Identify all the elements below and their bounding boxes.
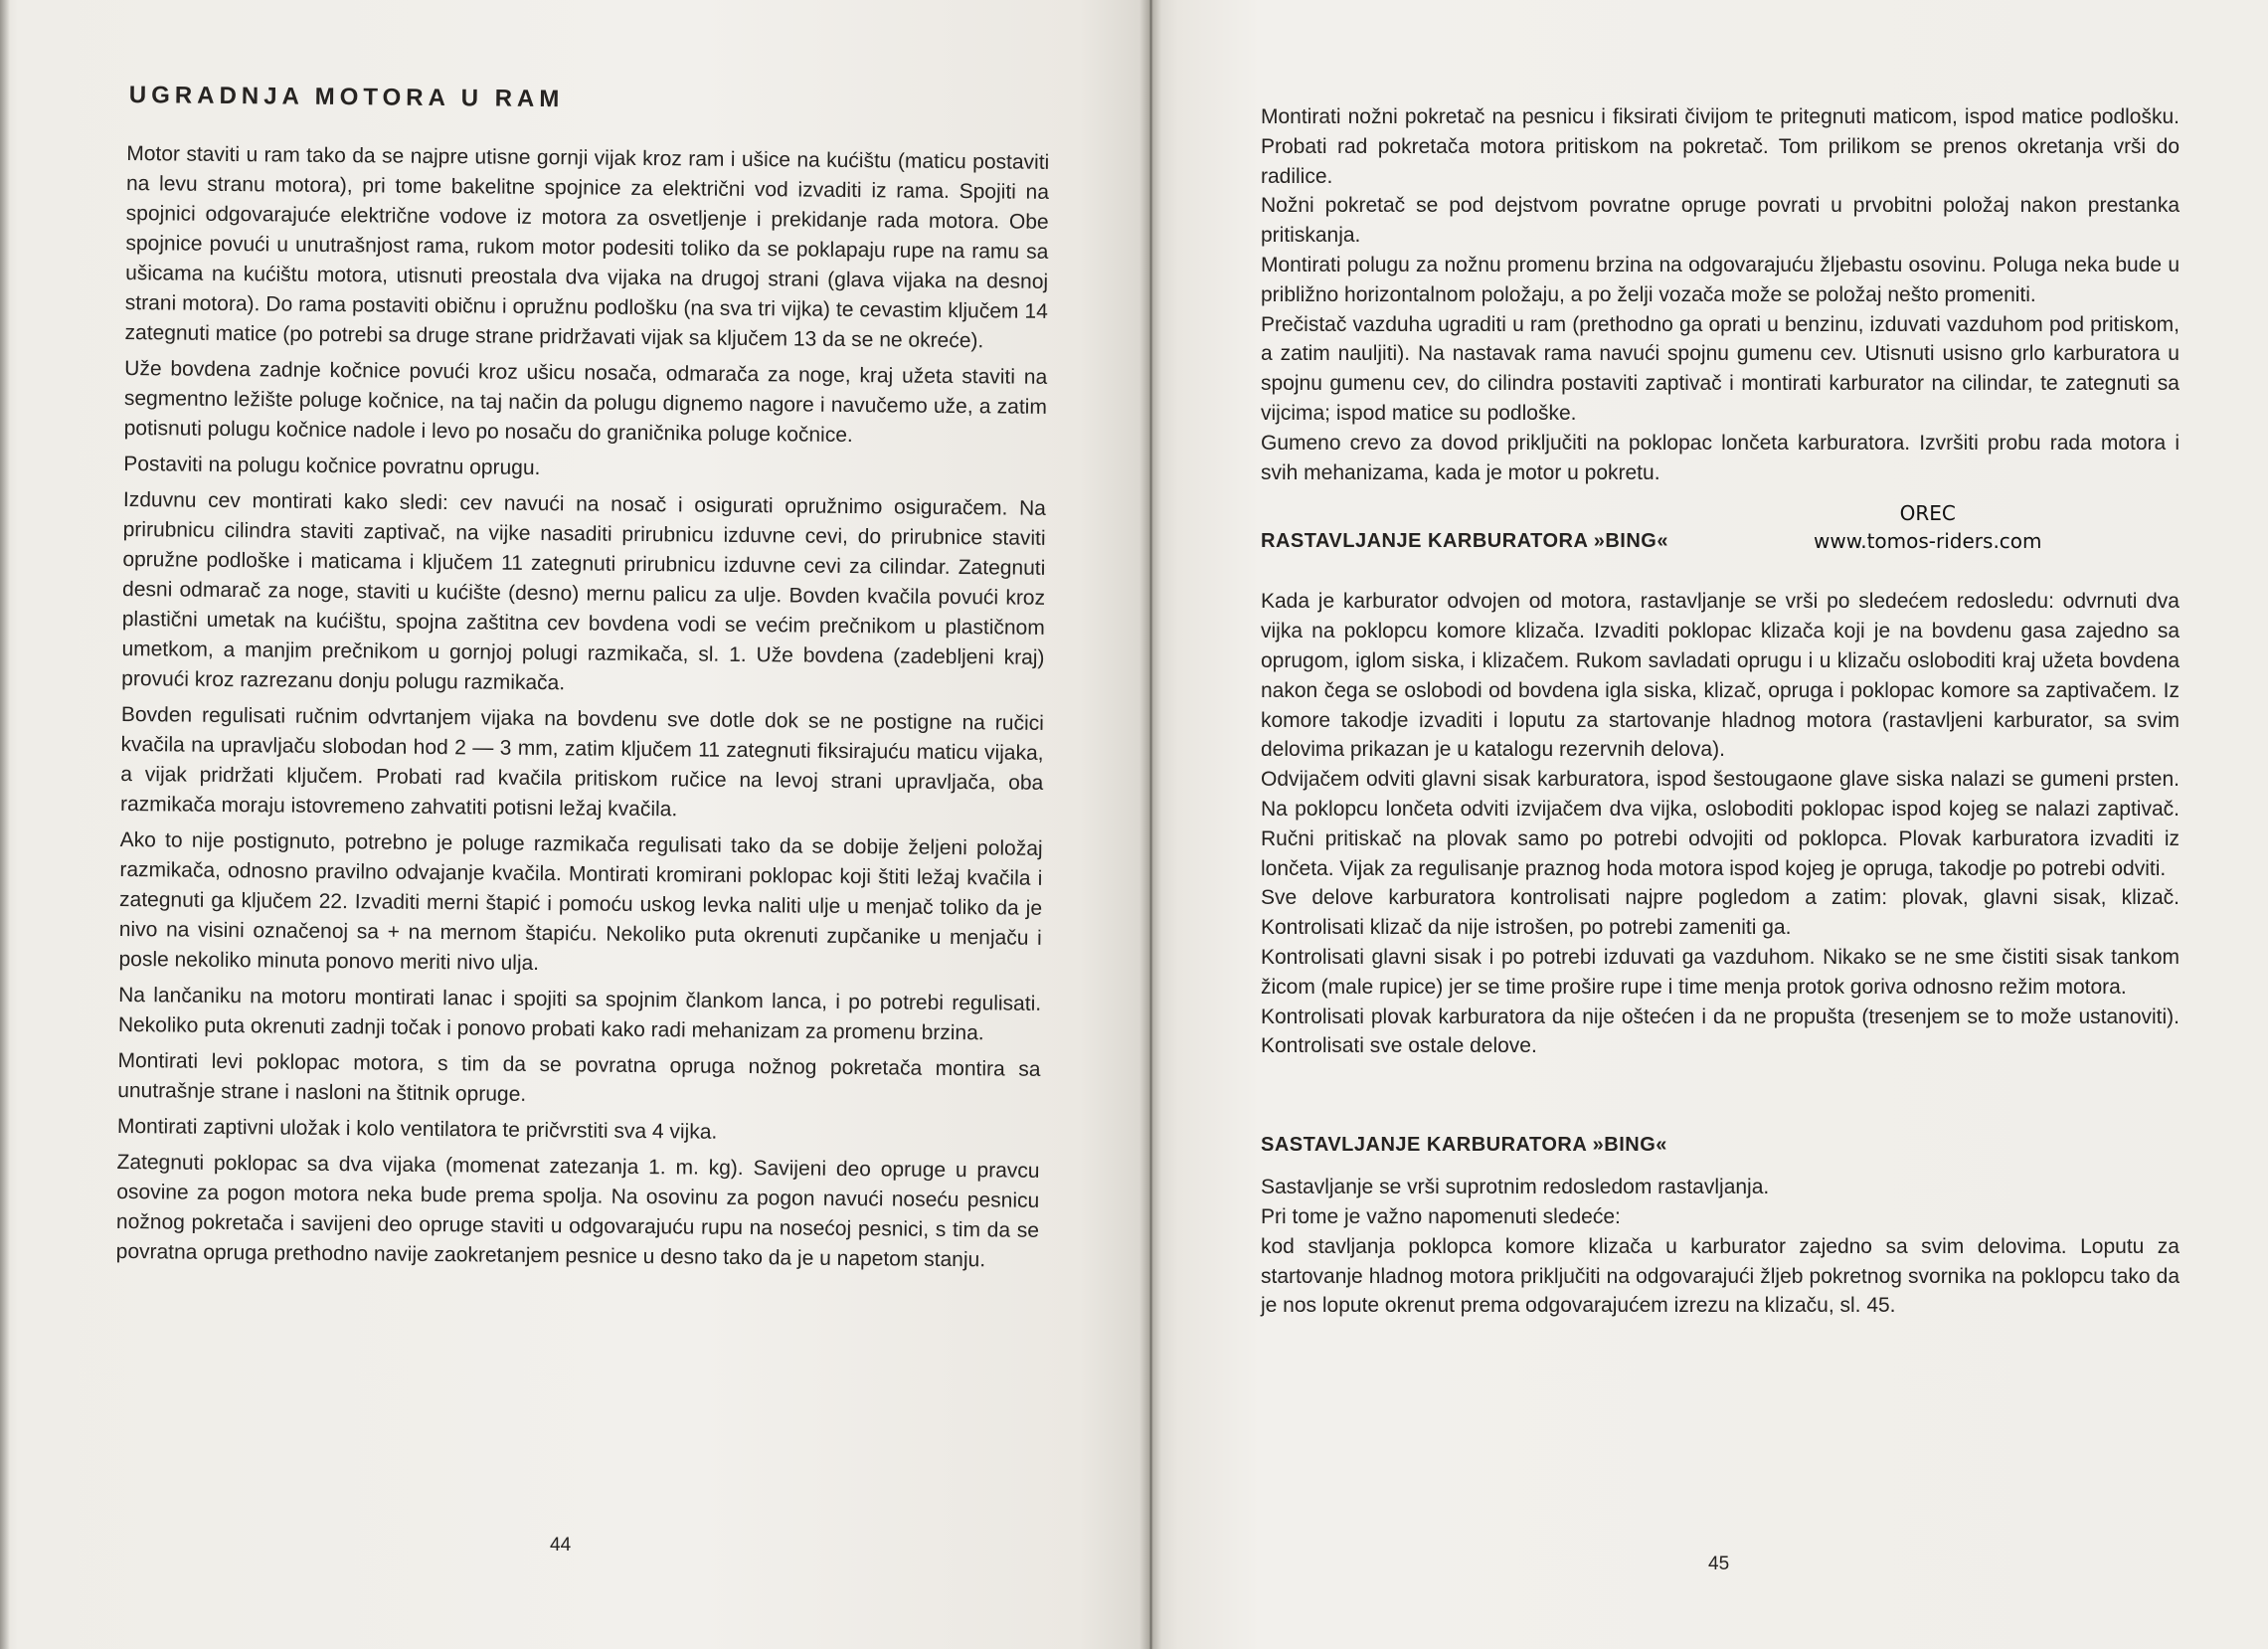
paragraph: Motor staviti u ram tako da se najpre utisne gornji vijak kroz ram i ušice na kućištu (maticu postaviti na levu stranu motora), pri tome bakelitne spojnice za električni vod izvaditi iz rama. Spojiti na spojnici odgovarajuće električne vodove iz motora za osvetljenje i prekidanje rada motora. Obe spojnice povući u unutrašnjost rama, rukom motor podesiti toliko da se poklapaju rupe na ramu sa ušicama na kućištu motora, utisnuti preostala dva vijaka na drugoj strani (glava vijaka na desnoj strani motora). Do rama postaviti običnu i opružnu podlošku (na sva tri vijka) te cevastim ključem 14 zategnuti matice (po potrebi sa druge strane pridržavati vijak sa ključem 13 da se ne okreće). xyxy=(124,141,1050,353)
paragraph: Montirati polugu za nožnu promenu brzina na odgovarajuću žljebastu osovinu. Poluga neka bude u približno horizontalnom položaju, a po želji vozača može se položaj nešto promeniti. xyxy=(1261,253,2180,306)
paragraph: Pri tome je važno napomenuti sledeće: xyxy=(1261,1204,1621,1228)
section-heading-disassembly: RASTAVLJANJE KARBURATORA »BING« xyxy=(1261,530,1668,553)
book-gutter xyxy=(1139,0,1161,1649)
watermark xyxy=(1814,499,2042,555)
watermark-author: OREC xyxy=(1899,501,1956,526)
paragraph: Gumeno crevo za dovod priključiti na poklopac lončeta karburatora. Izvršiti probu rada motora i svih mehanizama, kada je motor u pokretu. xyxy=(1261,431,2180,484)
left-page-content xyxy=(116,82,1050,1282)
paragraph: Na lančaniku na motoru montirati lanac i spojiti sa spojnim člankom lanca, i po potrebi regulisati. Nekoliko puta okrenuti zadnji točak i ponovo probati kako radi mehanizam za promenu brzina. xyxy=(117,983,1042,1045)
paragraph: Postaviti na polugu kočnice povratnu oprugu. xyxy=(123,452,541,480)
paragraph: Montirati nožni pokretač na pesnicu i fiksirati čivijom te pritegnuti maticom, ispod matice podlošku. Probati rad pokretača motora pritiskom na pokretač. Tom prilikom se prenos okretanja vrši do radilice. xyxy=(1261,105,2180,188)
paragraph: Odvijačem odviti glavni sisak karburatora, ispod šestougaone glave siska nalazi se gumeni prsten. Na poklopcu lončeta odviti izvijačem dva vijka, osloboditi poklopac ispod kojeg se nalazi zaptivač. Ručni pritiskač na plovak samo po potrebi odvojiti od poklopca. Plovak karburatora izvaditi iz lončeta. Vijak za regulisanje praznog hoda motora ispod kojeg je opruga, takodje po potrebi odviti. xyxy=(1261,768,2180,880)
section-heading-engine-install: UGRADNJA MOTORA U RAM xyxy=(128,82,565,113)
paragraph: kod stavljanja poklopca komore klizača u karburator zajedno sa svim delovima. Loputu za startovanje hladnog motora priključiti na odgovarajući žljeb pokretnog svornika na poklopcu tako da je nos lopute okrenut prema odgovarajućem izrezu na klizaču, sl. 45. xyxy=(1261,1234,2180,1318)
paragraph: Uže bovdena zadnje kočnice povući kroz ušicu nosača, odmarača za noge, kraj užeta staviti na segmentno ležište poluge kočnice, na taj način da polugu dignemo nagore i navučemo uže, a zatim potisnuti polugu kočnice nadole i levo po nosaču do graničnika poluge kočnice. xyxy=(123,356,1048,448)
paragraph: Prečistač vazduha ugraditi u ram (prethodno ga oprati u benzinu, izduvati vazduhom pod pritiskom, a zatim nauljiti). Na nastavak rama navući spojnu gumenu cev. Utisnuti usisno grlo karburatora u spojnu gumenu cev, do cilindra postaviti zaptivač i montirati karburator na cilindar, te zategnuti sa vijcima; ispod matice su podloške. xyxy=(1261,312,2180,425)
paragraph: Zategnuti poklopac sa dva vijaka (momenat zatezanja 1. m. kg). Savijeni deo opruge u pravcu osovine za pogon motora neka bude prema spolja. Na osovinu za pogon navući noseću pesnicu nožnog pokretača i savijeni deo opruge staviti u odgovarajuću rupu na nosećoj pesnici, s tim da se povratna opruga prethodno navije zaokretanjem pesnice u desno tako da je u napetom stanju. xyxy=(115,1150,1040,1272)
section-heading-row xyxy=(1261,1121,2180,1161)
paragraph: Nožni pokretač se pod dejstvom povratne opruge povrati u prvobitni položaj nakon prestanka pritiskanja. xyxy=(1261,194,2180,248)
paragraph: Sve delove karburatora kontrolisati najpre pogledom a zatim: plovak, glavni sisak, klizač. Kontrolisati klizač da nije istrošen, po potrebi zameniti ga. xyxy=(1261,886,2180,940)
paragraph: Ako to nije postignuto, potrebno je poluge razmikača regulisati tako da se dobije željeni položaj razmikača, odnosno pravilno odvajanje kvačila. Montirati kromirani poklopac koji štiti ležaj kvačila i zategnuti ga ključem 22. Izvaditi merni štapić i pomoću uskog levka naliti ulje u menjač toliko da je nivo na visini označenoj sa + na mernom štapiću. Nekoliko puta okrenuti zupčanike u menjaču i posle nekoliko minuta ponovo meriti nivo ulja. xyxy=(118,827,1043,976)
section-heading-assembly: SASTAVLJANJE KARBURATORA »BING« xyxy=(1261,1134,1667,1157)
page-number: 44 xyxy=(550,1535,572,1556)
paragraph: Kontrolisati plovak karburatora da nije oštećen i da ne propušta (tresenjem se to može ustanoviti). Kontrolisati sve ostale delove. xyxy=(1261,1005,2180,1058)
paragraph: Bovden regulisati ručnim odvrtanjem vijaka na bovdenu sve dotle dok se ne postigne na ručici kvačila na upravljaču slobodan hod 2 — 3 mm, zatim ključem 11 zategnuti fiksirajuću maticu vijaka, a vijak pridržati ključem. Probati rad kvačila pritiskom ručice na levoj strani upravljača, oba razmikača moraju istovremeno zahvatiti potisni ležaj kvačila. xyxy=(119,702,1044,822)
paragraph: Montirati levi poklopac motora, s tim da se povratna opruga nožnog pokretača montira sa unutrašnje strane i nasloni na štitnik opruge. xyxy=(117,1048,1041,1106)
right-page-content xyxy=(1261,102,2180,1321)
page-edge-shadow xyxy=(0,0,10,1649)
paragraph: Kontrolisati glavni sisak i po potrebi izduvati ga vazduhom. Nikako se ne sme čistiti sisak tankom žicom (male rupice) jer se time prošire rupe i time menja protok goriva odnosno režim motora. xyxy=(1261,945,2180,999)
section-heading-row xyxy=(1261,497,2180,559)
paragraph: Montirati zaptivni uložak i kolo ventilatora te pričvrstiti sva 4 vijka. xyxy=(116,1114,718,1144)
page-number: 45 xyxy=(1708,1554,1730,1574)
paragraph: Sastavljanje se vrši suprotnim redosledom rastavljanja. xyxy=(1261,1176,1770,1199)
paragraph: Kada je karburator odvojen od motora, rastavljanje se vrši po sledećem redosledu: odvrnuti dva vijka na poklopcu komore klizača. Izvaditi poklopac klizača koji je na bovdenu gasa zajedno sa oprugom, iglom siska, i klizačem. Rukom savladati oprugu i u klizaču osloboditi kraj užeta bovdena nakon čega se oslobodi od bovdena igla siska, klizač, opruga i poklopac komore sa zaptivačem. Iz komore takodje izvaditi i loputu za startovanje hladnog motora (rastavljeni karburator, sa svim delovima prikazan je u katalogu rezervnih delova). xyxy=(1261,590,2180,762)
paragraph: Izduvnu cev montirati kako sledi: cev navući na nosač i osigurati opružnimo osiguračem. Na prirubnicu cilindra staviti zaptivač, na vijke nasaditi prirubnicu izduvne cevi, do prirubnice staviti opružne podloške i maticama i ključem 11 zategnuti prirubnicu izduvne cevi za cilindar. Zategnuti desni odmarač za noge, staviti u kućište (desno) mernu palicu za ulje. Bovden kvačila povući kroz plastični umetak na kućištu, spojna zaštitna cev bovdena vodi se većim prečnikom u plastičnom umetkom, a manjim prečnikom u gornjoj polugi razmikača, sl. 1. Uže bovdena (zadebljeni kraj) provući kroz razrezanu donju polugu razmikača. xyxy=(121,487,1047,695)
watermark-url: www.tomos-riders.com xyxy=(1814,529,2042,554)
